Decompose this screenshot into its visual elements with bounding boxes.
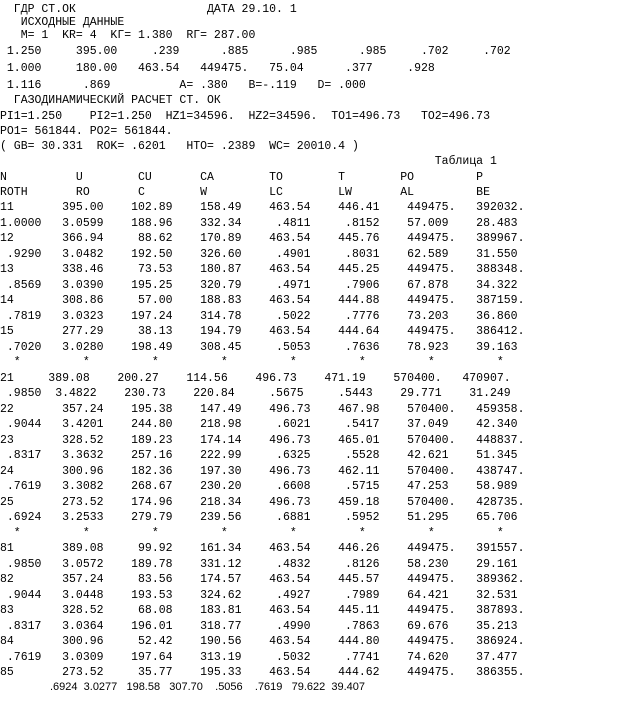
title-line: ГДР СТ.ОК ДАТА 29.10. 1: [0, 3, 297, 16]
gasdynamic-line: PO1= 561844. PO2= 561844.: [0, 125, 173, 138]
table-row: 23 328.52 189.23 174.14 496.73 465.01 570400. 448837.: [0, 433, 525, 447]
table-last-line: .6924 3.0277 198.58 307.70 .5056 .7619 79.622 39.407: [50, 681, 365, 693]
table-row: 83 328.52 68.08 183.81 463.54 445.11 449475. 387893.: [0, 604, 525, 617]
table-row: * * * * * * * *: [0, 356, 504, 369]
params-line: M= 1 KR= 4 KГ= 1.380 RГ= 287.00: [0, 29, 256, 42]
table-row: .6924 3.2533 279.79 239.56 .6881 .5952 51.295 65.706: [0, 511, 518, 524]
table-row: 11 395.00 102.89 158.49 463.54 446.41 449475. 392032.: [0, 201, 525, 214]
table-row: .7619 3.3082 268.67 230.20 .6608 .5715 47.253 58.989: [0, 480, 518, 493]
table-row: .7819 3.0323 197.24 314.78 .5022 .7776 73.203 36.860: [0, 309, 518, 323]
input-row: 1.250 395.00 .239 .885 .985 .985 .702 .702: [0, 45, 511, 58]
table-row: .8317 3.0364 196.01 318.77 .4990 .7863 69.676 35.213: [0, 619, 518, 633]
table-row: 14 308.86 57.00 188.83 463.54 444.88 449475. 387159.: [0, 294, 525, 307]
input-row: 1.000 180.00 463.54 449475. 75.04 .377 .928: [0, 62, 435, 75]
table-row: 21 389.08 200.27 114.56 496.73 471.19 570400. 470907.: [0, 371, 511, 385]
table-row: .8317 3.3632 257.16 222.99 .6325 .5528 42.621 51.345: [0, 449, 518, 462]
table-row: 24 300.96 182.36 197.30 496.73 462.11 570400. 438747.: [0, 464, 525, 478]
subtitle-line: ИСХОДНЫЕ ДАННЫЕ: [0, 16, 125, 29]
table-row: .9044 3.4201 244.80 218.98 .6021 .5417 37.049 42.340: [0, 418, 518, 431]
table-row: .9850 3.0572 189.78 331.12 .4832 .8126 58.230 29.161: [0, 557, 518, 571]
table-row: 1.0000 3.0599 188.96 332.34 .4811 .8152 57.009 28.483: [0, 216, 518, 230]
input-row: 1.116 .869 A= .380 B=-.119 D= .000: [0, 79, 366, 92]
table-row: 84 300.96 52.42 190.56 463.54 444.80 449475. 386924.: [0, 635, 525, 648]
table-row: .7619 3.0309 197.64 313.19 .5032 .7741 74.620 37.477: [0, 650, 518, 664]
gasdynamic-heading: ГАЗОДИНАМИЧЕСКИЙ РАСЧЕТ СТ. ОК: [0, 94, 221, 107]
table-row: .7020 3.0280 198.49 308.45 .5053 .7636 78.923 39.163: [0, 340, 518, 354]
table-row: 25 273.52 174.96 218.34 496.73 459.18 570400. 428735.: [0, 495, 525, 509]
table-row: 82 357.24 83.56 174.57 463.54 445.57 449475. 389362.: [0, 573, 525, 586]
table-row: 81 389.08 99.92 161.34 463.54 446.26 449475. 391557.: [0, 542, 525, 555]
gasdynamic-line: PI1=1.250 PI2=1.250 HZ1=34596. HZ2=34596. TO1=496.73 TO2=496.73: [0, 110, 490, 123]
gasdynamic-line: ( GB= 30.331 ROK= .6201 HTO= .2389 WC= 20010.4 ): [0, 140, 359, 153]
table-row: .9044 3.0448 193.53 324.62 .4927 .7989 64.421 32.531: [0, 588, 518, 602]
table-row: .9290 3.0482 192.50 326.60 .4901 .8031 62.589 31.550: [0, 247, 518, 261]
table-row: 85 273.52 35.77 195.33 463.54 444.62 449475. 386355.: [0, 666, 525, 679]
table-header-line: N U CU CA TO T PO P: [0, 171, 484, 184]
table-row: 13 338.46 73.53 180.87 463.54 445.25 449475. 388348.: [0, 263, 525, 276]
table-row: * * * * * * * *: [0, 526, 504, 540]
table-caption: Таблица 1: [0, 155, 497, 168]
table-row: .9850 3.4822 230.73 220.84 .5675 .5443 29.771 31.249: [0, 387, 511, 400]
table-row: 22 357.24 195.38 147.49 496.73 467.98 570400. 459358.: [0, 402, 525, 416]
table-row: 15 277.29 38.13 194.79 463.54 444.64 449475. 386412.: [0, 325, 525, 338]
table-row: .8569 3.0390 195.25 320.79 .4971 .7906 67.878 34.322: [0, 278, 518, 292]
table-header-line: ROTH RO C W LC LW AL BE: [0, 186, 490, 199]
table-row: 12 366.94 88.62 170.89 463.54 445.76 449475. 389967.: [0, 232, 525, 245]
